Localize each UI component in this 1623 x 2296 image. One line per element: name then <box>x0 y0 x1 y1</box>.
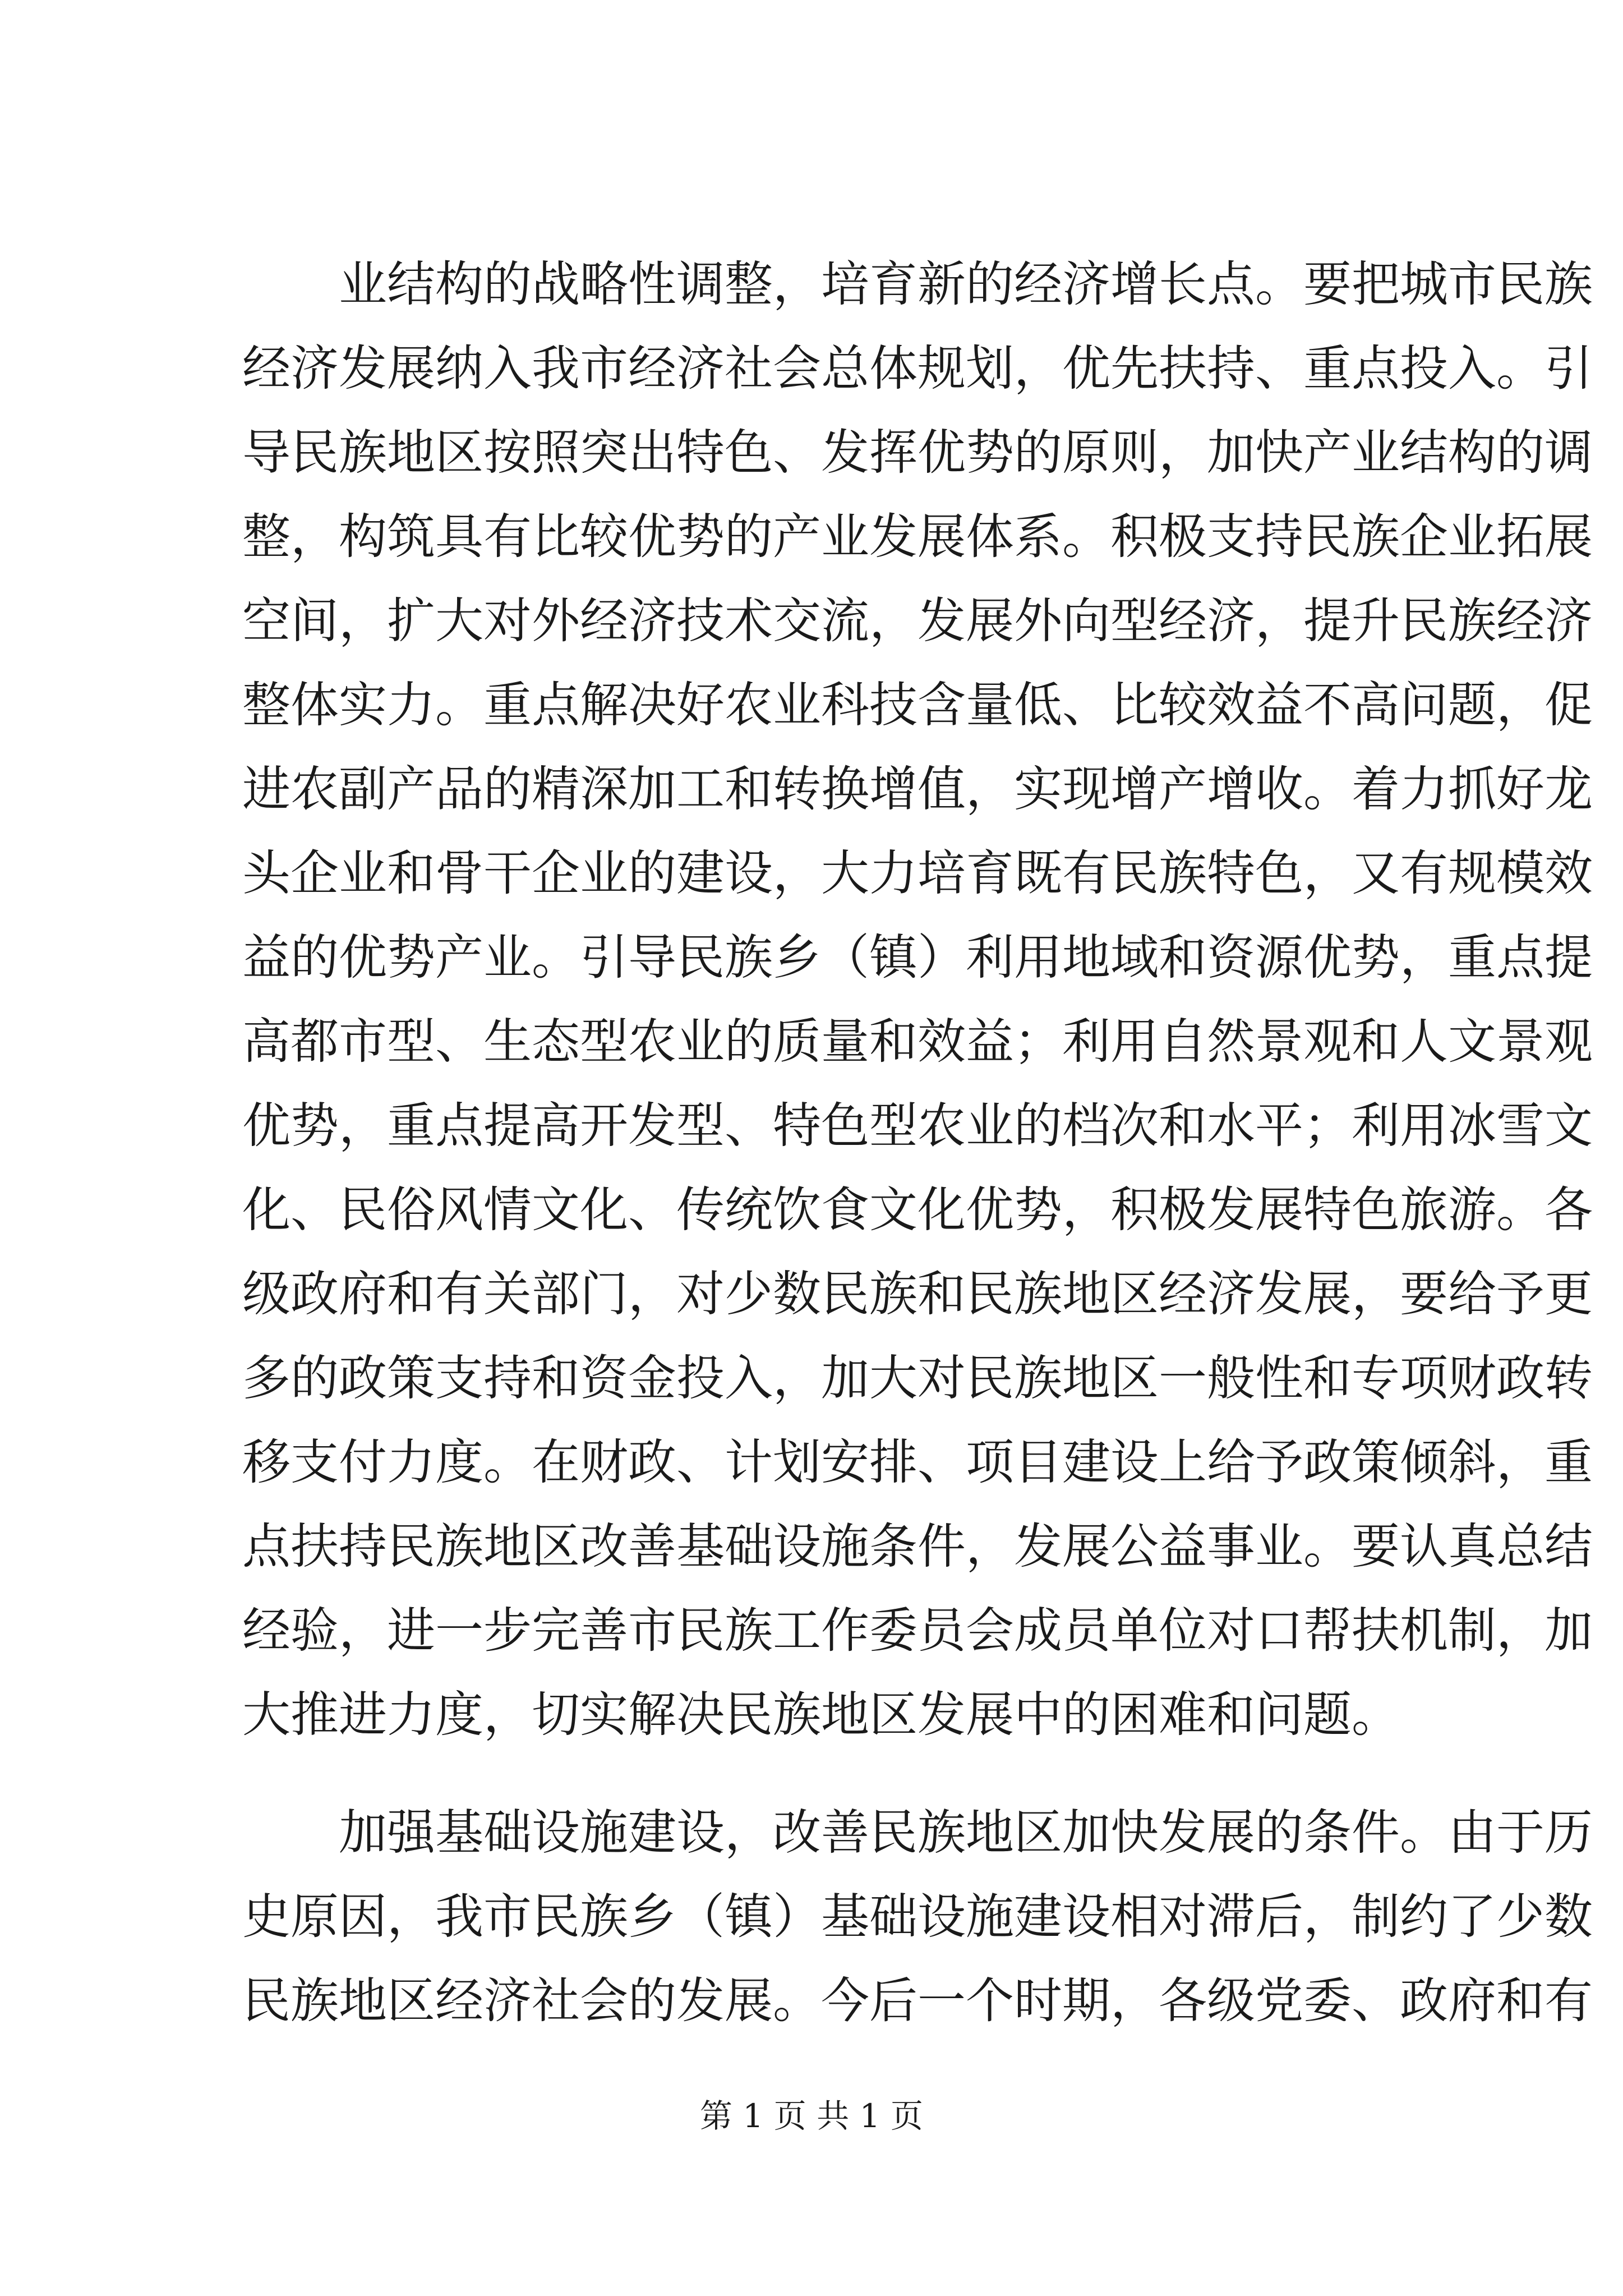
text-line: 空间，扩大对外经济技术交流，发展外向型经济，提升民族经济 <box>242 593 1593 649</box>
text-line: 整体实力。重点解决好农业科技含量低、比较效益不高问题，促 <box>242 677 1593 733</box>
text-line: 移支付力度。在财政、计划安排、项目建设上给予政策倾斜，重 <box>242 1434 1593 1490</box>
text-line: 高都市型、生态型农业的质量和效益；利用自然景观和人文景观 <box>242 1014 1593 1070</box>
text-line: 化、民俗风情文化、传统饮食文化优势，积极发展特色旅游。各 <box>242 1182 1593 1238</box>
text-line: 史原因，我市民族乡（镇）基础设施建设相对滞后，制约了少数 <box>242 1889 1593 1945</box>
text-line: 导民族地区按照突出特色、发挥优势的原则，加快产业结构的调 <box>242 425 1593 481</box>
text-line: 优势，重点提高开发型、特色型农业的档次和水平；利用冰雪文 <box>242 1098 1593 1154</box>
text-line: 加强基础设施建设，改善民族地区加快发展的条件。由于历 <box>339 1805 1593 1861</box>
text-line: 进农副产品的精深加工和转换增值，实现增产增收。着力抓好龙 <box>242 761 1593 817</box>
text-line: 大推进力度，切实解决民族地区发展中的困难和问题。 <box>242 1687 1400 1743</box>
text-line: 业结构的战略性调整，培育新的经济增长点。要把城市民族 <box>339 256 1593 312</box>
text-line: 民族地区经济社会的发展。今后一个时期，各级党委、政府和有 <box>242 1973 1593 2029</box>
text-line: 经济发展纳入我市经济社会总体规划，优先扶持、重点投入。引 <box>242 341 1593 397</box>
text-line: 经验，进一步完善市民族工作委员会成员单位对口帮扶机制，加 <box>242 1603 1593 1659</box>
page-number-footer: 第 1 页 共 1 页 <box>700 2097 923 2135</box>
text-line: 头企业和骨干企业的建设，大力培育既有民族特色，又有规模效 <box>242 845 1593 901</box>
text-line: 整，构筑具有比较优势的产业发展体系。积极支持民族企业拓展 <box>242 509 1593 565</box>
text-line: 益的优势产业。引导民族乡（镇）利用地域和资源优势，重点提 <box>242 930 1593 986</box>
text-line: 级政府和有关部门，对少数民族和民族地区经济发展，要给予更 <box>242 1266 1593 1322</box>
paragraph-spacer <box>242 1757 1420 1791</box>
text-line: 多的政策支持和资金投入，加大对民族地区一般性和专项财政转 <box>242 1350 1593 1406</box>
text-line: 点扶持民族地区改善基础设施条件，发展公益事业。要认真总结 <box>242 1519 1593 1575</box>
document-body <box>242 242 1593 2043</box>
